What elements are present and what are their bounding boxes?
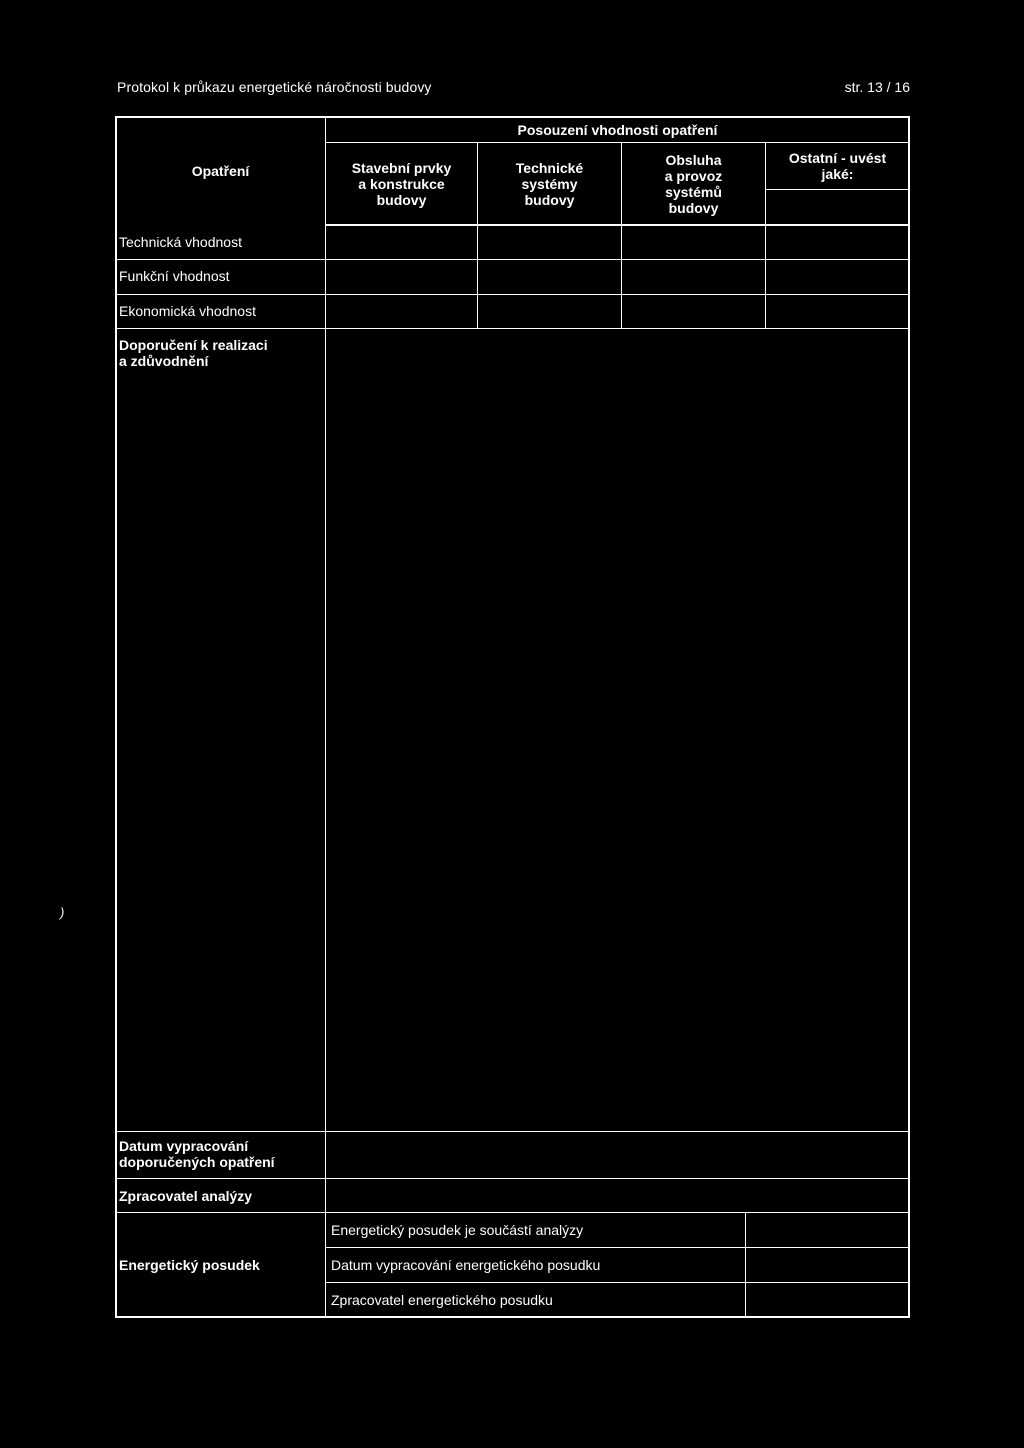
header-col-construction: Stavební prvky a konstrukce budovy bbox=[351, 159, 452, 208]
author-label: Zpracovatel analýzy bbox=[119, 1188, 253, 1204]
header-group-title: Posouzení vhodnosti opatření bbox=[517, 121, 718, 138]
header-col-operation: Obsluha a provoz systémů budovy bbox=[664, 151, 723, 216]
energy-row-date: Datum vypracování energetického posudku bbox=[331, 1257, 601, 1273]
page-number: str. 13 / 16 bbox=[844, 79, 910, 95]
row-label-economic: Ekonomická vhodnost bbox=[119, 303, 256, 319]
header-col-technical-systems: Technické systémy budovy bbox=[515, 159, 584, 208]
header-col-other: Ostatní - uvést jaké: bbox=[788, 150, 887, 182]
row-label-functional: Funkční vhodnost bbox=[119, 268, 230, 284]
energy-row-author: Zpracovatel energetického posudku bbox=[331, 1292, 553, 1308]
margin-mark: ) bbox=[60, 905, 65, 920]
date-label: Datum vypracování doporučených opatření bbox=[119, 1138, 275, 1170]
header-opatreni: Opatření bbox=[191, 162, 250, 179]
energy-label: Energetický posudek bbox=[119, 1257, 260, 1273]
row-label-technical: Technická vhodnost bbox=[119, 234, 242, 250]
recommendation-label: Doporučení k realizaci a zdůvodnění bbox=[119, 337, 268, 369]
energy-row-part-of-analysis: Energetický posudek je součástí analýzy bbox=[331, 1222, 584, 1238]
page-header-title: Protokol k průkazu energetické náročnosti budovy bbox=[117, 79, 432, 95]
